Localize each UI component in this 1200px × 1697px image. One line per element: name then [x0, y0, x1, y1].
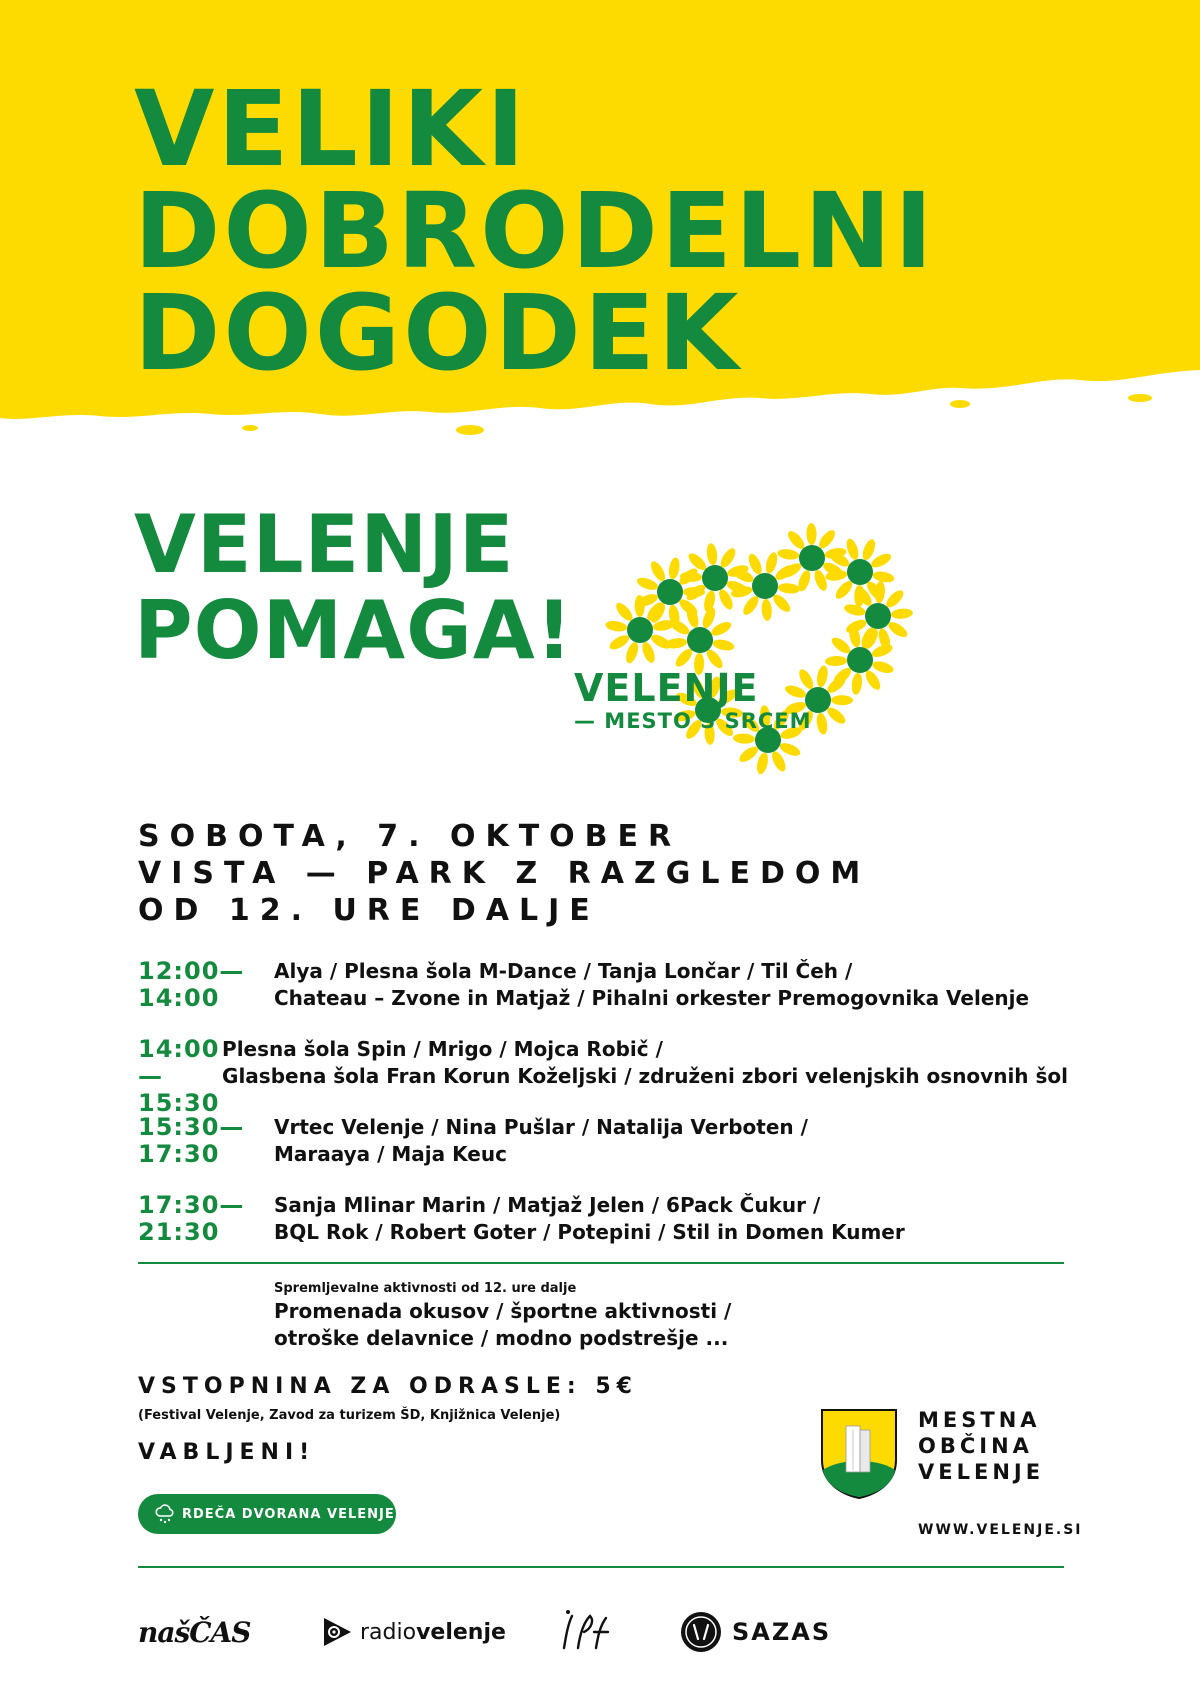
slot-performers [274, 1192, 905, 1250]
program-schedule [138, 958, 1068, 1270]
radio-logo-bold: velenje [416, 1619, 506, 1645]
slot-from: 15:30— [138, 1113, 245, 1141]
performers-line: Vrtec Velenje / Nina Pušlar / Natalija Verboten / [274, 1115, 808, 1139]
entry-fee-note: (Festival Velenje, Zavod za turizem ŠD, Knjižnica Velenje) [138, 1408, 561, 1423]
ipf-logo [556, 1604, 612, 1660]
website-link[interactable]: WWW.VELENJE.SI [918, 1522, 1083, 1538]
slot-time [138, 1192, 274, 1250]
rain-venue-label: RDEČA DVORANA VELENJE [182, 1506, 395, 1522]
slot-time [138, 1035, 222, 1117]
event-start: OD 12. URE DALJE [138, 893, 600, 928]
performers-line: Alya / Plesna šola M-Dance / Tanja Lončar / Til Čeh / [274, 959, 853, 983]
event-details [138, 818, 870, 929]
radio-play-icon [320, 1615, 354, 1649]
title-line: VELIKI [134, 68, 528, 190]
rain-cloud-icon [148, 1494, 182, 1534]
logo-line-1: VELENJE [574, 666, 759, 710]
nascas-logo: našČAS [138, 1615, 251, 1649]
municipality-line: MESTNA [918, 1408, 1041, 1432]
slot-performers [274, 958, 1029, 1016]
municipality-line: OBČINA [918, 1434, 1033, 1458]
side-activities [274, 1280, 731, 1352]
side-activities-caption: Spremljevalne aktivnosti od 12. ure dalje [274, 1281, 577, 1296]
logo-wordmark [574, 668, 812, 734]
slot-to: 14:00 [138, 984, 220, 1012]
sazas-logo [680, 1604, 831, 1660]
slot-performers [222, 1036, 1068, 1094]
event-date: SOBOTA, 7. OKTOBER [138, 819, 682, 854]
side-activities-line: Promenada okusov / športne aktivnosti / [274, 1299, 732, 1323]
slogan-line: VELENJE [134, 498, 515, 591]
title-line: DOBRODELNI [134, 170, 936, 292]
divider [138, 1262, 1064, 1264]
sazas-emblem-icon [680, 1611, 722, 1653]
radio-logo-light: radio [360, 1619, 417, 1645]
schedule-slot [138, 1192, 1068, 1250]
performers-line: Chateau – Zvone in Matjaž / Pihalni orkester Premogovnika Velenje [274, 986, 1030, 1010]
logo-line-2: — MESTO S SRCEM [574, 709, 812, 733]
sponsor-logos [138, 1604, 1064, 1660]
divider [138, 1566, 1064, 1568]
slot-time [138, 1114, 274, 1172]
campaign-slogan [134, 498, 574, 677]
slot-from: 17:30— [138, 1191, 245, 1219]
schedule-slot [138, 958, 1068, 1016]
performers-line: Plesna šola Spin / Mrigo / Mojca Robič / [222, 1037, 663, 1061]
slogan-line: POMAGA! [134, 584, 574, 677]
slot-from: 12:00— [138, 957, 245, 985]
schedule-slot [138, 1035, 1068, 1117]
slot-from: 14:00— [138, 1035, 220, 1090]
side-activities-line: otroške delavnice / modno podstrešje ... [274, 1326, 729, 1350]
event-location: VISTA — PARK Z RAZGLEDOM [138, 856, 871, 891]
slot-to: 15:30 [138, 1089, 220, 1117]
event-title [134, 68, 936, 394]
slot-to: 17:30 [138, 1140, 220, 1168]
radio-velenje-logo [320, 1604, 506, 1660]
slot-performers [274, 1114, 808, 1172]
municipality-name [918, 1407, 1044, 1485]
slot-time [138, 958, 274, 1016]
performers-line: Maraaya / Maja Keuc [274, 1142, 507, 1166]
performers-line: Sanja Mlinar Marin / Matjaž Jelen / 6Pack Čukur / [274, 1193, 821, 1217]
slot-to: 21:30 [138, 1218, 220, 1246]
entry-fee: VSTOPNINA ZA ODRASLE: 5€ [138, 1374, 638, 1399]
performers-line: BQL Rok / Robert Goter / Potepini / Stil in Domen Kumer [274, 1220, 905, 1244]
schedule-slot [138, 1114, 1068, 1172]
performers-line: Glasbena šola Fran Korun Koželjski / združeni zbori velenjskih osnovnih šol [222, 1064, 1068, 1088]
title-line: DOGODEK [134, 272, 742, 394]
rain-venue-badge [138, 1494, 396, 1534]
welcome-text: VABLJENI! [138, 1440, 316, 1465]
municipality-line: VELENJE [918, 1460, 1045, 1484]
sazas-label: SAZAS [732, 1618, 832, 1646]
coat-of-arms-icon [820, 1408, 898, 1500]
